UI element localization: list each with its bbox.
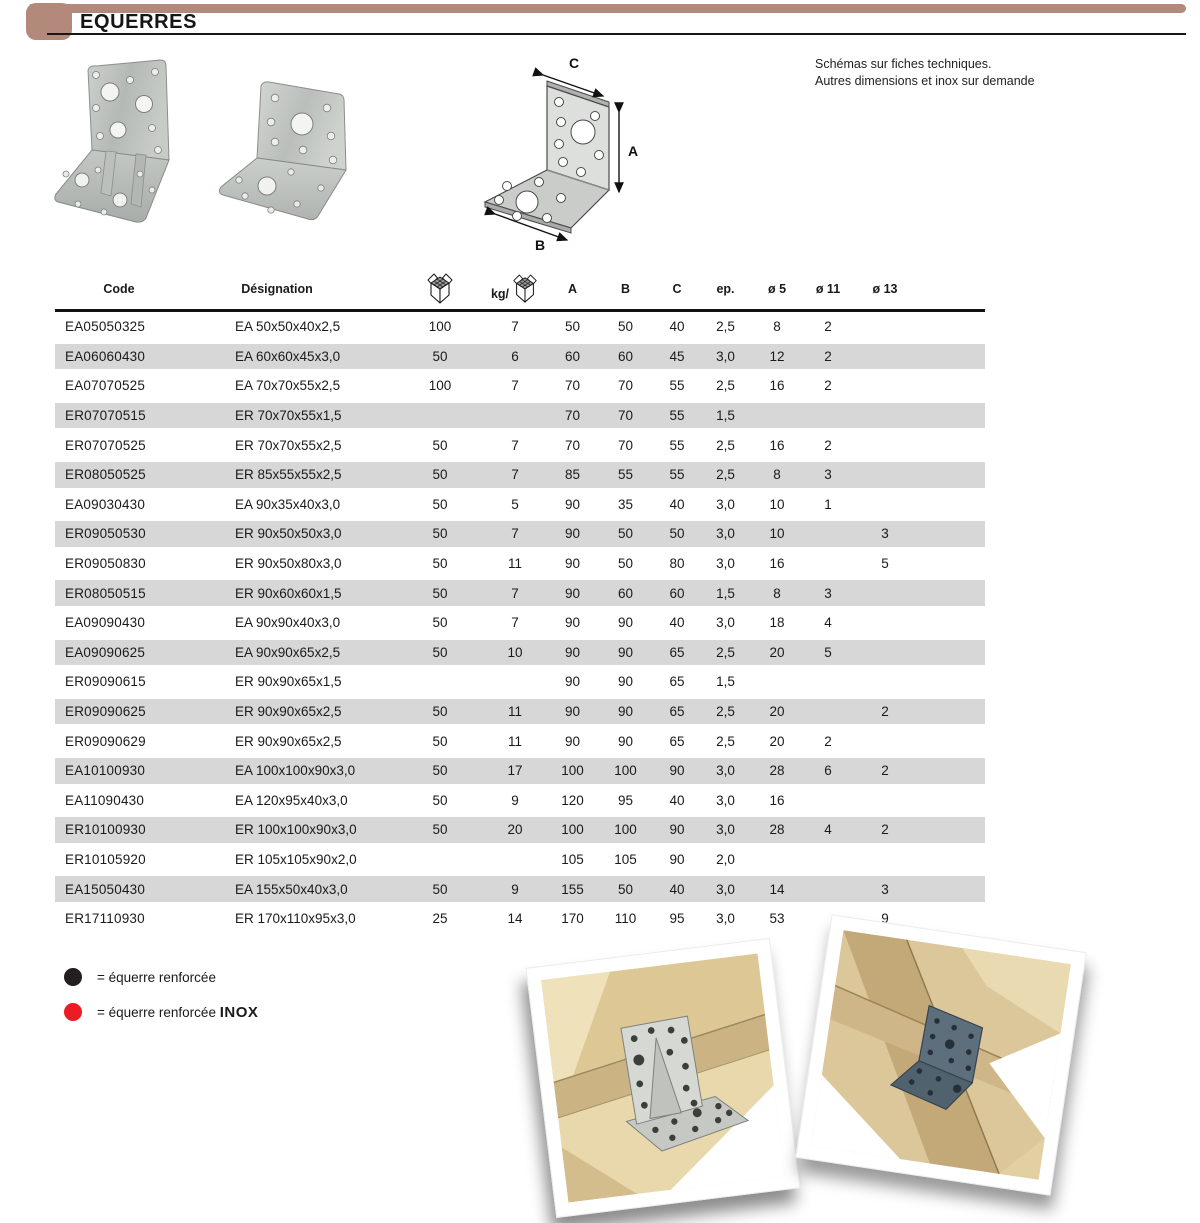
cell-d5: 10: [769, 526, 785, 542]
legend-item-reinforced-inox: [64, 1001, 258, 1023]
cell-a: 100: [561, 822, 584, 838]
legend-text: = équerre renforcée INOX: [97, 1003, 259, 1021]
cell-code: ER17110930: [65, 911, 145, 927]
cell-a: 70: [564, 378, 581, 394]
column-header-d5: ø 5: [767, 281, 787, 296]
cell-code: ER09090625: [65, 704, 146, 720]
cell-b: 90: [617, 674, 634, 690]
cell-b: 70: [617, 437, 634, 453]
cell-qty: 100: [428, 378, 452, 394]
cell-kg: 7: [511, 526, 519, 542]
cell-designation: ER 170x110x95x3,0: [235, 911, 356, 927]
cell-code: EA09090430: [65, 615, 146, 631]
cell-b: 50: [617, 556, 634, 572]
bracket-photo-angled: [205, 76, 365, 238]
cell-ep: 2,5: [716, 644, 735, 660]
cell-c: 60: [669, 585, 685, 601]
cell-b: 100: [614, 763, 637, 779]
cell-a: 90: [564, 526, 581, 542]
table-row: [55, 519, 985, 549]
cell-d13: 2: [881, 822, 889, 838]
cell-c: 40: [669, 319, 685, 335]
table-row: [55, 697, 985, 727]
cell-a: 90: [564, 644, 581, 660]
cell-d5: 16: [769, 378, 785, 394]
cell-kg: 10: [507, 644, 523, 660]
cell-qty: 50: [432, 348, 448, 364]
cell-d11: 6: [824, 763, 832, 779]
cell-d5: 16: [769, 437, 785, 453]
cell-qty: 50: [432, 556, 448, 572]
cell-kg: 7: [511, 615, 519, 631]
cell-qty: 50: [432, 496, 448, 512]
cell-kg: 11: [507, 556, 522, 572]
cell-c: 55: [669, 408, 685, 424]
cell-ep: 3,0: [716, 792, 735, 808]
cell-ep: 3,0: [716, 615, 735, 631]
cell-designation: ER 70x70x55x2,5: [235, 437, 342, 453]
dimension-diagram: [455, 52, 660, 252]
cell-d5: 20: [769, 704, 785, 720]
table-row: [55, 578, 985, 608]
cell-kg: 20: [507, 822, 523, 838]
cell-d5: 20: [769, 733, 785, 749]
cell-c: 45: [669, 348, 685, 364]
column-header-d11: ø 11: [815, 281, 841, 296]
cell-d5: 12: [769, 348, 785, 364]
cell-c: 40: [669, 615, 685, 631]
cell-d5: 16: [769, 792, 785, 808]
cell-a: 90: [564, 674, 581, 690]
cell-kg: 11: [507, 733, 522, 749]
cell-code: ER09050830: [65, 556, 146, 572]
cell-kg: 14: [507, 911, 523, 927]
column-header-kg-per-box: [485, 274, 545, 304]
cell-kg: 9: [511, 881, 519, 897]
cell-qty: 50: [432, 585, 448, 601]
cell-ep: 2,5: [716, 467, 735, 483]
cell-ep: 2,5: [716, 378, 735, 394]
cell-ep: 3,0: [716, 763, 735, 779]
cell-a: 90: [564, 496, 581, 512]
cell-c: 65: [669, 644, 685, 660]
cell-qty: 50: [432, 437, 448, 453]
cell-qty: 50: [432, 704, 448, 720]
cell-d11: 2: [824, 437, 832, 453]
dim-label-c: C: [569, 55, 580, 71]
table-row: [55, 371, 985, 401]
cell-code: EA05050325: [65, 319, 146, 335]
cell-code: EA11090430: [65, 792, 145, 808]
cell-b: 50: [617, 881, 634, 897]
cell-qty: 50: [432, 467, 448, 483]
cell-kg: 7: [511, 319, 519, 335]
cell-b: 105: [614, 851, 637, 867]
cell-b: 100: [614, 822, 637, 838]
cell-code: EA07070525: [65, 378, 146, 394]
cell-designation: EA 120x95x40x3,0: [235, 792, 348, 808]
legend-text: = équerre renforcée: [97, 969, 216, 985]
cell-qty: 100: [428, 319, 452, 335]
cell-code: ER09090615: [65, 674, 146, 690]
cell-qty: 50: [432, 733, 448, 749]
cell-a: 70: [564, 408, 581, 424]
table-row: [55, 726, 985, 756]
column-header-designation: Désignation: [241, 281, 313, 296]
cell-c: 40: [669, 496, 685, 512]
table-row: [55, 312, 985, 342]
cell-d13: 3: [881, 526, 889, 542]
cell-kg: 6: [511, 348, 519, 364]
application-photo-1: [526, 938, 801, 1218]
spec-table: [55, 268, 985, 933]
cell-d5: 20: [769, 644, 785, 660]
cell-ep: 3,0: [716, 911, 735, 927]
cell-designation: ER 90x50x50x3,0: [235, 526, 342, 542]
cell-d5: 8: [773, 585, 781, 601]
cell-ep: 1,5: [716, 674, 735, 690]
cell-designation: EA 100x100x90x3,0: [235, 763, 356, 779]
cell-b: 90: [617, 644, 634, 660]
column-header-qty-per-box: [395, 273, 485, 305]
column-header-b: B: [620, 281, 631, 296]
cell-d5: 53: [769, 911, 785, 927]
cell-a: 85: [564, 467, 581, 483]
cell-kg: 7: [511, 437, 519, 453]
cell-qty: 50: [432, 526, 448, 542]
cell-c: 65: [669, 733, 685, 749]
cell-d11: 4: [824, 822, 832, 838]
cell-d11: 3: [824, 467, 832, 483]
cell-designation: EA 90x90x40x3,0: [235, 615, 341, 631]
table-row: [55, 638, 985, 668]
cell-code: ER07070515: [65, 408, 146, 424]
cell-c: 90: [669, 763, 685, 779]
cell-d13: 2: [881, 763, 889, 779]
table-row: [55, 756, 985, 786]
cell-code: ER10100930: [65, 822, 146, 838]
table-row: [55, 460, 985, 490]
cell-c: 90: [669, 822, 685, 838]
cell-b: 60: [617, 585, 634, 601]
cell-a: 90: [564, 733, 581, 749]
dim-label-b: B: [535, 237, 546, 252]
cell-a: 105: [561, 851, 584, 867]
table-row: [55, 874, 985, 904]
cell-ep: 2,5: [716, 437, 735, 453]
cell-d5: 14: [769, 881, 785, 897]
carton-icon: [511, 274, 539, 304]
cell-ep: 3,0: [716, 881, 735, 897]
cell-kg: 17: [507, 763, 523, 779]
cell-d5: 18: [769, 615, 785, 631]
cell-a: 120: [561, 792, 584, 808]
cell-ep: 2,0: [716, 851, 735, 867]
cell-code: ER08050525: [65, 467, 146, 483]
cell-code: EA10100930: [65, 763, 146, 779]
carton-icon: [425, 273, 455, 305]
note-line-1: Schémas sur fiches techniques.: [815, 57, 992, 71]
cell-code: ER08050515: [65, 585, 146, 601]
cell-ep: 3,0: [716, 526, 735, 542]
cell-code: ER09050530: [65, 526, 146, 542]
cell-kg: 11: [507, 704, 522, 720]
table-row: [55, 667, 985, 697]
cell-designation: EA 60x60x45x3,0: [235, 348, 341, 364]
cell-c: 55: [669, 378, 685, 394]
cell-b: 70: [617, 408, 634, 424]
cell-a: 50: [564, 319, 581, 335]
black-dot-icon: [64, 968, 82, 986]
cell-c: 55: [669, 437, 685, 453]
note-line-2: Autres dimensions et inox sur demande: [815, 74, 1035, 88]
cell-d11: 4: [824, 615, 832, 631]
cell-c: 50: [669, 526, 685, 542]
cell-designation: EA 50x50x40x2,5: [235, 319, 341, 335]
cell-d5: 8: [773, 319, 781, 335]
cell-d13: 5: [881, 556, 889, 572]
cell-a: 90: [564, 704, 581, 720]
cell-kg: 5: [511, 496, 519, 512]
cell-code: EA09030430: [65, 496, 146, 512]
cell-a: 90: [564, 585, 581, 601]
cell-c: 80: [669, 556, 685, 572]
cell-designation: ER 70x70x55x1,5: [235, 408, 342, 424]
column-header-code: Code: [103, 281, 135, 296]
kg-prefix: kg/: [490, 286, 510, 301]
table-body: [55, 312, 985, 933]
cell-ep: 1,5: [716, 408, 735, 424]
cell-qty: 50: [432, 644, 448, 660]
cell-ep: 3,0: [716, 496, 735, 512]
bracket-photo-front: [48, 58, 180, 234]
cell-d11: 2: [824, 733, 832, 749]
cell-designation: ER 90x60x60x1,5: [235, 585, 342, 601]
cell-ep: 2,5: [716, 704, 735, 720]
cell-d11: 2: [824, 319, 832, 335]
red-dot-icon: [64, 1003, 82, 1021]
cell-c: 55: [669, 467, 685, 483]
cell-kg: 7: [511, 467, 519, 483]
cell-code: EA15050430: [65, 881, 146, 897]
table-row: [55, 401, 985, 431]
cell-a: 70: [564, 437, 581, 453]
cell-a: 100: [561, 763, 584, 779]
cell-designation: ER 90x90x65x2,5: [235, 733, 342, 749]
cell-designation: ER 90x50x80x3,0: [235, 556, 342, 572]
column-header-a: A: [567, 281, 578, 296]
cell-d5: 8: [773, 467, 781, 483]
table-row: [55, 786, 985, 816]
cell-ep: 1,5: [716, 585, 735, 601]
cell-b: 50: [617, 319, 634, 335]
cell-qty: 25: [432, 911, 448, 927]
legend: [64, 966, 258, 1036]
cell-d13: 9: [881, 911, 889, 927]
note: [815, 56, 1035, 90]
cell-ep: 3,0: [716, 822, 735, 838]
cell-code: EA09090625: [65, 644, 146, 660]
cell-c: 40: [669, 881, 685, 897]
cell-qty: 50: [432, 763, 448, 779]
table-row: [55, 430, 985, 460]
cell-ep: 3,0: [716, 348, 735, 364]
application-photo-2-image: [811, 930, 1071, 1180]
cell-ep: 2,5: [716, 319, 735, 335]
table-row: [55, 490, 985, 520]
cell-d5: 10: [769, 496, 785, 512]
cell-b: 60: [617, 348, 634, 364]
column-header-ep: ep.: [716, 281, 735, 296]
cell-c: 65: [669, 704, 685, 720]
cell-d13: 3: [881, 881, 889, 897]
cell-qty: 50: [432, 881, 448, 897]
cell-designation: ER 105x105x90x2,0: [235, 851, 357, 867]
cell-designation: ER 90x90x65x1,5: [235, 674, 342, 690]
cell-qty: 50: [432, 822, 448, 838]
cell-b: 90: [617, 733, 634, 749]
table-row: [55, 549, 985, 579]
cell-b: 50: [617, 526, 634, 542]
cell-designation: ER 90x90x65x2,5: [235, 704, 342, 720]
title-rule: [47, 33, 1186, 35]
cell-a: 60: [564, 348, 581, 364]
table-header: [55, 268, 985, 312]
cell-designation: ER 85x55x55x2,5: [235, 467, 342, 483]
cell-designation: EA 70x70x55x2,5: [235, 378, 341, 394]
application-photo-1-image: [541, 954, 785, 1203]
cell-c: 65: [669, 674, 685, 690]
legend-inox-bold: INOX: [219, 1003, 259, 1021]
cell-code: ER07070525: [65, 437, 146, 453]
column-header-c: C: [672, 281, 682, 296]
cell-designation: ER 100x100x90x3,0: [235, 822, 357, 838]
table-row: [55, 342, 985, 372]
cell-c: 90: [669, 851, 685, 867]
table-row: [55, 845, 985, 875]
cell-a: 90: [564, 615, 581, 631]
cell-d11: 3: [824, 585, 832, 601]
cell-a: 155: [561, 881, 584, 897]
cell-d11: 2: [824, 348, 832, 364]
cell-d5: 28: [769, 763, 785, 779]
legend-item-reinforced: [64, 966, 258, 988]
table-row: [55, 608, 985, 638]
cell-ep: 3,0: [716, 556, 735, 572]
application-photo-2: [795, 914, 1087, 1195]
cell-b: 90: [617, 615, 634, 631]
cell-code: ER10105920: [65, 851, 146, 867]
cell-kg: 7: [511, 378, 519, 394]
cell-kg: 9: [511, 792, 519, 808]
cell-b: 35: [617, 496, 634, 512]
cell-designation: EA 90x90x65x2,5: [235, 644, 341, 660]
cell-code: EA06060430: [65, 348, 146, 364]
header-accent-bar: [30, 4, 1186, 13]
page-title: EQUERRES: [80, 11, 198, 33]
cell-d11: 5: [824, 644, 832, 660]
column-header-d13: ø 13: [872, 281, 898, 296]
cell-designation: EA 90x35x40x3,0: [235, 496, 341, 512]
cell-b: 55: [617, 467, 634, 483]
dim-label-a: A: [628, 143, 639, 159]
cell-b: 110: [614, 911, 637, 927]
cell-d11: 2: [824, 378, 832, 394]
cell-designation: EA 155x50x40x3,0: [235, 881, 348, 897]
cell-d5: 28: [769, 822, 785, 838]
cell-d11: 1: [824, 496, 832, 512]
table-row: [55, 815, 985, 845]
cell-b: 70: [617, 378, 634, 394]
cell-kg: 7: [511, 585, 519, 601]
cell-a: 90: [564, 556, 581, 572]
cell-c: 95: [669, 911, 685, 927]
cell-qty: 50: [432, 615, 448, 631]
cell-a: 170: [561, 911, 584, 927]
cell-b: 90: [617, 704, 634, 720]
cell-ep: 2,5: [716, 733, 735, 749]
cell-b: 95: [617, 792, 634, 808]
cell-code: ER09090629: [65, 733, 146, 749]
cell-c: 40: [669, 792, 685, 808]
cell-qty: 50: [432, 792, 448, 808]
cell-d5: 16: [769, 556, 785, 572]
cell-d13: 2: [881, 704, 889, 720]
